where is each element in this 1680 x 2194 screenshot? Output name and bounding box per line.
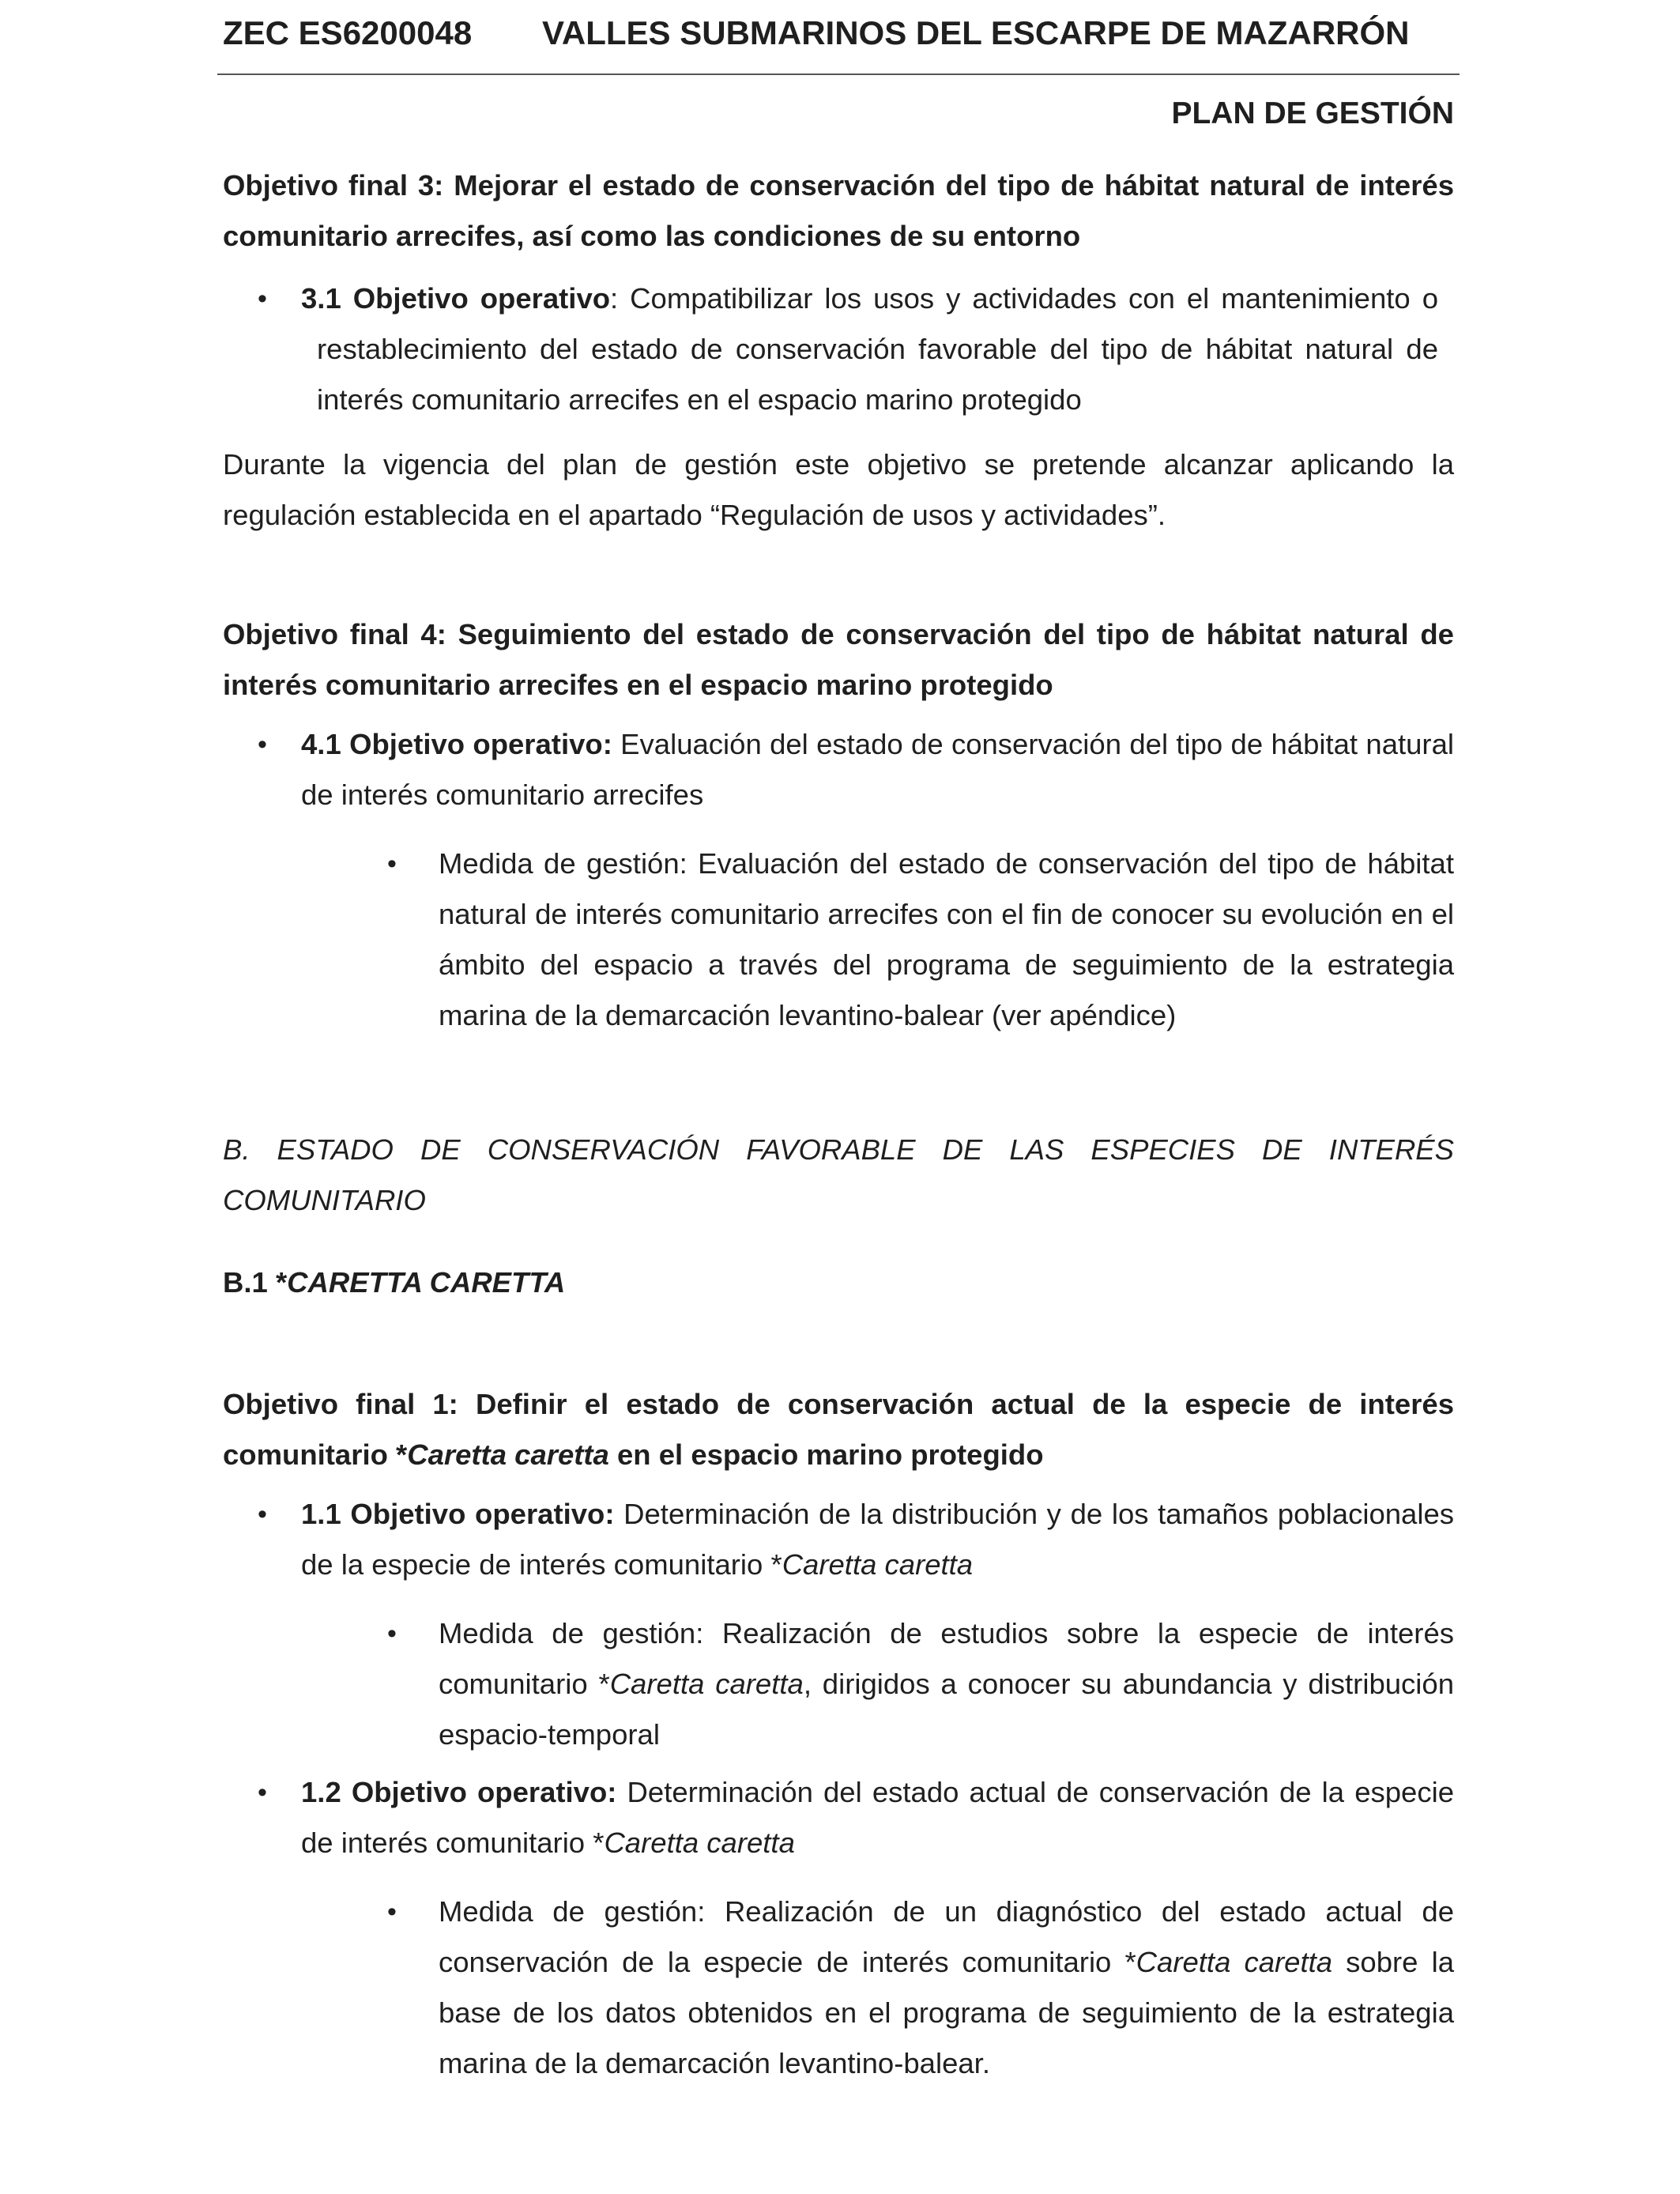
section-b1-prefix: B.1 * bbox=[223, 1266, 288, 1299]
section-b-title: B. ESTADO DE CONSERVACIÓN FAVORABLE DE LAS ESPECIES DE INTERÉS COMUNITARIO bbox=[223, 1133, 1454, 1216]
header-title: VALLES SUBMARINOS DEL ESCARPE DE MAZARRÓN bbox=[542, 14, 1410, 51]
operational-objective-1-1 bbox=[301, 1489, 1454, 1590]
op-3-1-text: : Compatibilizar los usos y actividades con el mantenimiento o restablecimiento del estado de conservación favorable del tipo de hábitat natural de interés comunitario arrecifes en el espacio marino protegido bbox=[317, 282, 1438, 416]
header-subtitle: PLAN DE GESTIÓN bbox=[1171, 96, 1454, 130]
objective-b1-title-species: Caretta caretta bbox=[407, 1438, 609, 1471]
measure-1-1-pre: Medida de gestión: Realización de estudios sobre la especie de interés comunitario * bbox=[439, 1617, 1454, 1700]
objective-4-title: Objetivo final 4: Seguimiento del estado de conservación del tipo de hábitat natural de interés comunitario arrecifes en el espacio marino protegido bbox=[223, 618, 1454, 701]
op-1-2-label: 1.2 Objetivo operativo: bbox=[301, 1776, 617, 1808]
measure-1-2-post: sobre la base de los datos obtenidos en el programa de seguimiento de la estrategia marina de la demarcación levantino-balear. bbox=[439, 1946, 1454, 2079]
header-code: ZEC ES6200048 bbox=[223, 14, 473, 51]
operational-objective-4-1 bbox=[301, 719, 1454, 820]
sub-bullet-icon: • bbox=[387, 1897, 397, 1927]
objective-3-title: Objetivo final 3: Mejorar el estado de conservación del tipo de hábitat natural de interés comunitario arrecifes, así como las condiciones de su entorno bbox=[223, 169, 1454, 252]
op-1-2-species: Caretta caretta bbox=[604, 1826, 795, 1859]
op-4-1-text: Evaluación del estado de conservación del tipo de hábitat natural de interés comunitario arrecifes bbox=[301, 728, 1454, 811]
measure-1-2-species: Caretta caretta bbox=[1136, 1946, 1333, 1978]
section-b1-species: CARETTA CARETTA bbox=[287, 1266, 566, 1299]
operational-objective-1-2 bbox=[301, 1767, 1454, 1868]
op-3-1-label: 3.1 Objetivo operativo bbox=[301, 282, 611, 315]
operational-objective-3-1 bbox=[285, 273, 1438, 425]
measure-1-2-pre: Medida de gestión: Realización de un diagnóstico del estado actual de conservación de la especie de interés comunitario * bbox=[439, 1895, 1454, 1978]
sub-bullet-icon: • bbox=[387, 849, 397, 879]
measure-1-1-species: Caretta caretta bbox=[609, 1668, 804, 1700]
objective-b1-title-pre: Objetivo final 1: Definir el estado de conservación actual de la especie de interés comunitario * bbox=[223, 1388, 1454, 1471]
op-1-1-species: Caretta caretta bbox=[782, 1548, 974, 1581]
op-1-2-text: Determinación del estado actual de conservación de la especie de interés comunitario * bbox=[301, 1776, 1454, 1859]
bullet-icon: • bbox=[258, 1499, 267, 1529]
measure-1-1-post: , dirigidos a conocer su abundancia y distribución espacio-temporal bbox=[439, 1668, 1454, 1751]
op-1-1-label: 1.1 Objetivo operativo: bbox=[301, 1498, 615, 1530]
measure-1-2 bbox=[439, 1887, 1454, 2089]
sub-bullet-icon: • bbox=[387, 1619, 397, 1649]
section-b1-heading bbox=[223, 1257, 1454, 1308]
objective-b1-title bbox=[223, 1379, 1454, 1480]
measure-1-1 bbox=[439, 1608, 1454, 1760]
objective-3-paragraph: Durante la vigencia del plan de gestión este objetivo se pretende alcanzar aplicando la regulación establecida en el apartado “Regulación de usos y actividades”. bbox=[223, 448, 1454, 531]
measure-4-1: Medida de gestión: Evaluación del estado de conservación del tipo de hábitat natural de interés comunitario arrecifes con el fin de conocer su evolución en el ámbito del espacio a través del programa de seguimiento de la estrategia marina de la demarcación levantino-balear (ver apéndice) bbox=[439, 847, 1454, 1031]
bullet-icon: • bbox=[258, 729, 267, 760]
op-1-1-text: Determinación de la distribución y de los tamaños poblacionales de la especie de interés comunitario * bbox=[301, 1498, 1454, 1581]
bullet-icon: • bbox=[258, 284, 267, 314]
objective-b1-title-post: en el espacio marino protegido bbox=[608, 1438, 1044, 1471]
op-4-1-label: 4.1 Objetivo operativo: bbox=[301, 728, 612, 760]
bullet-icon: • bbox=[258, 1777, 267, 1808]
header-divider bbox=[217, 74, 1460, 75]
